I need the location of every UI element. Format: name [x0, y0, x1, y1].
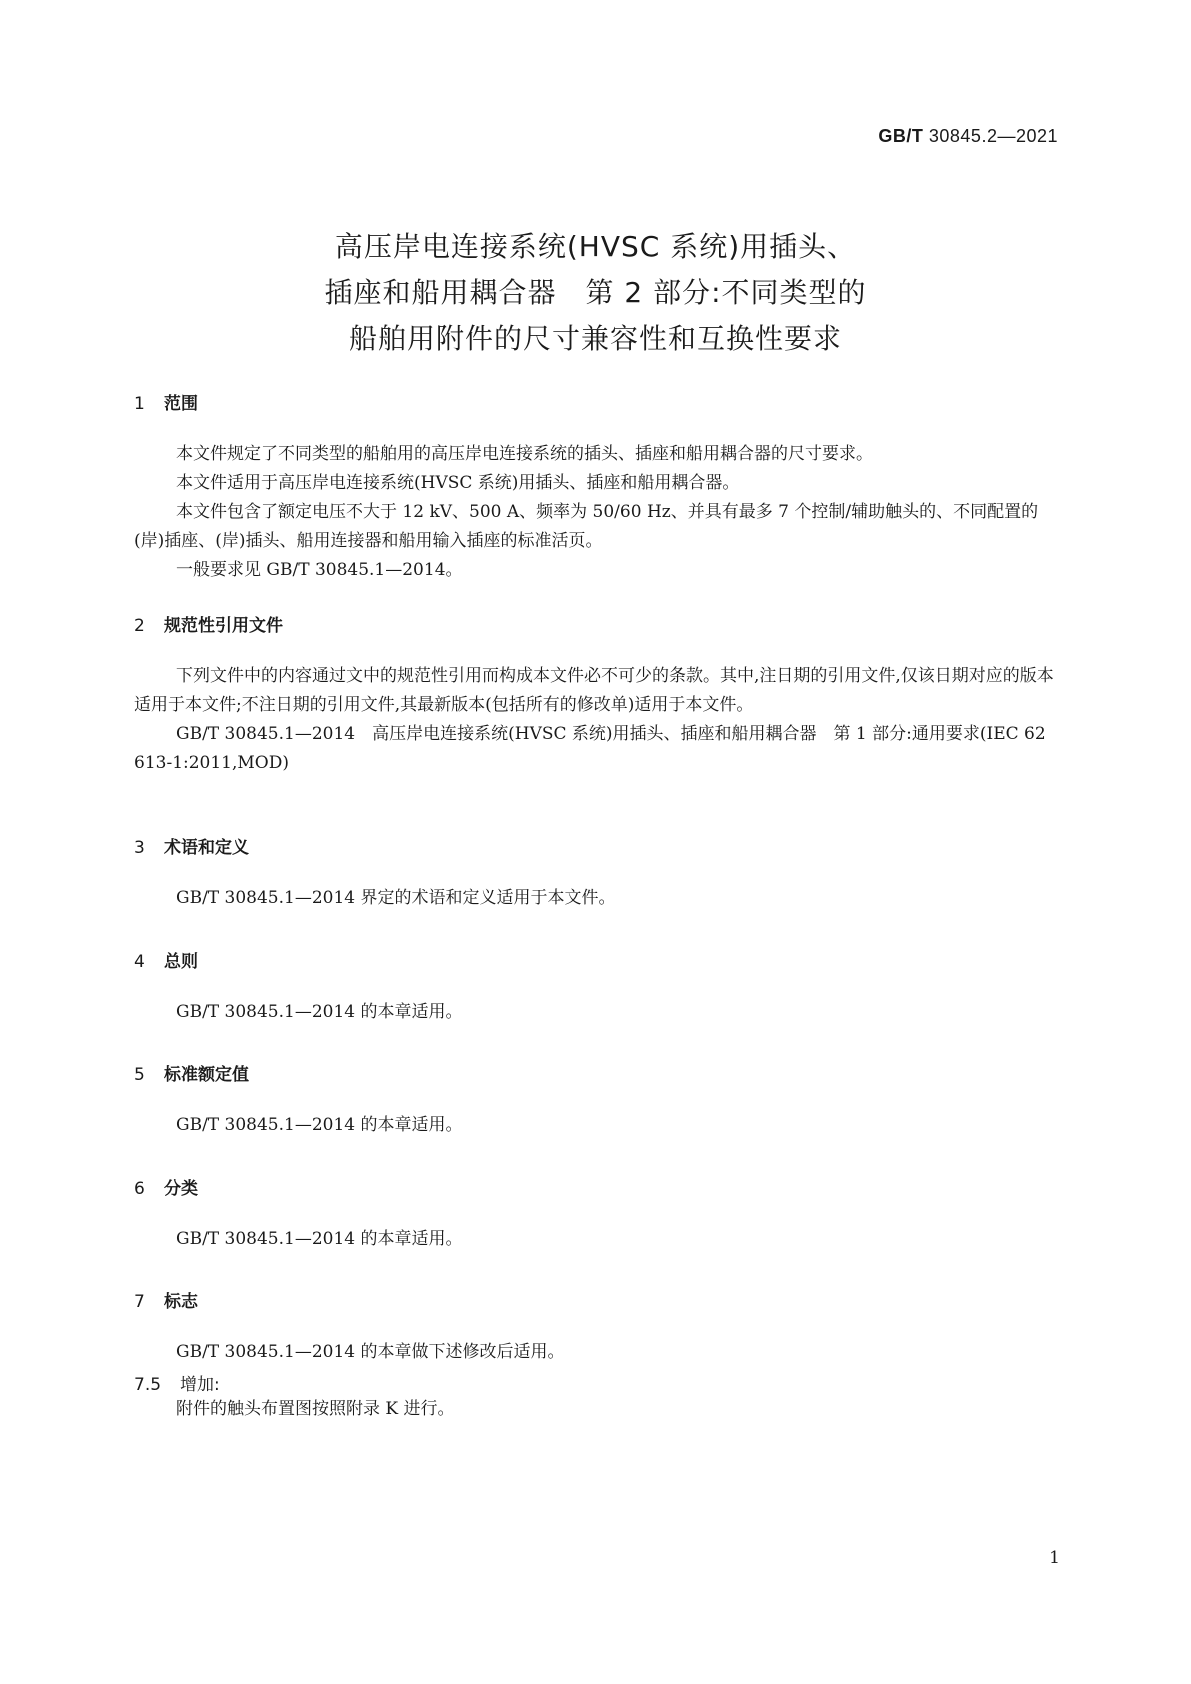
subclause-7-5 [134, 1370, 220, 1395]
section-3-heading [134, 833, 249, 858]
page-number: 1 [1049, 1548, 1060, 1568]
subclause-number: 7.5 [134, 1375, 162, 1395]
title-line-2: 插座和船用耦合器 第 2 部分:不同类型的 [324, 276, 867, 309]
section-1-heading [134, 389, 198, 414]
section-7-heading [134, 1287, 198, 1312]
section-5-body [134, 1111, 1054, 1140]
section-number: 3 [134, 838, 145, 858]
section-title: 规范性引用文件 [164, 616, 283, 636]
section-number: 4 [134, 952, 145, 972]
section-4-heading [134, 947, 198, 972]
section-7-body [134, 1338, 1054, 1367]
section-number: 7 [134, 1292, 145, 1312]
section-title: 范围 [164, 394, 198, 414]
section-6-heading [134, 1174, 198, 1199]
section-5-heading [134, 1060, 249, 1085]
paragraph: GB/T 30845.1—2014 的本章适用。 [176, 1002, 463, 1022]
paragraph: 附件的触头布置图按照附录 K 进行。 [176, 1399, 455, 1419]
paragraph: 下列文件中的内容通过文中的规范性引用而构成本文件必不可少的条款。其中,注日期的引用文件,仅该日期对应的版本适用于本文件;不注日期的引用文件,其最新版本(包括所有的修改单)适用于本文件。 [134, 666, 1054, 715]
section-2-heading [134, 611, 283, 636]
section-number: 6 [134, 1179, 145, 1199]
section-number: 1 [134, 394, 145, 414]
standard-number-text: 30845.2—2021 [923, 126, 1058, 146]
section-number: 5 [134, 1065, 145, 1085]
section-2-body [134, 662, 1054, 778]
paragraph: GB/T 30845.1—2014 的本章适用。 [176, 1115, 463, 1135]
paragraph: GB/T 30845.1—2014 的本章适用。 [176, 1229, 463, 1249]
paragraph: 本文件适用于高压岸电连接系统(HVSC 系统)用插头、插座和船用耦合器。 [176, 473, 740, 493]
section-title: 标志 [164, 1292, 198, 1312]
document-title [0, 224, 1191, 362]
section-number: 2 [134, 616, 145, 636]
paragraph: GB/T 30845.1—2014 的本章做下述修改后适用。 [176, 1342, 565, 1362]
title-line-3: 船舶用附件的尺寸兼容性和互换性要求 [348, 322, 842, 355]
paragraph: GB/T 30845.1—2014 界定的术语和定义适用于本文件。 [176, 888, 616, 908]
section-title: 分类 [164, 1179, 198, 1199]
section-title: 术语和定义 [164, 838, 249, 858]
paragraph: 一般要求见 GB/T 30845.1—2014。 [176, 560, 463, 580]
title-line-1: 高压岸电连接系统(HVSC 系统)用插头、 [334, 230, 857, 263]
section-3-body [134, 884, 1054, 913]
section-1-body [134, 440, 1054, 585]
standard-number [878, 126, 1058, 147]
subclause-7-5-body [134, 1395, 1054, 1424]
section-title: 总则 [164, 952, 198, 972]
normative-reference: GB/T 30845.1—2014 高压岸电连接系统(HVSC 系统)用插头、插座和船用耦合器 第 1 部分:通用要求(IEC 62613-1:2011,MOD) [134, 724, 1046, 773]
section-4-body [134, 998, 1054, 1027]
standard-code: GB/T [878, 126, 924, 146]
section-6-body [134, 1225, 1054, 1254]
paragraph: 本文件包含了额定电压不大于 12 kV、500 A、频率为 50/60 Hz、并具有最多 7 个控制/辅助触头的、不同配置的(岸)插座、(岸)插头、船用连接器和船用输入插座的标准活页。 [134, 502, 1039, 551]
paragraph: 本文件规定了不同类型的船舶用的高压岸电连接系统的插头、插座和船用耦合器的尺寸要求。 [176, 444, 873, 464]
subclause-text: 增加: [180, 1375, 220, 1395]
section-title: 标准额定值 [164, 1065, 249, 1085]
